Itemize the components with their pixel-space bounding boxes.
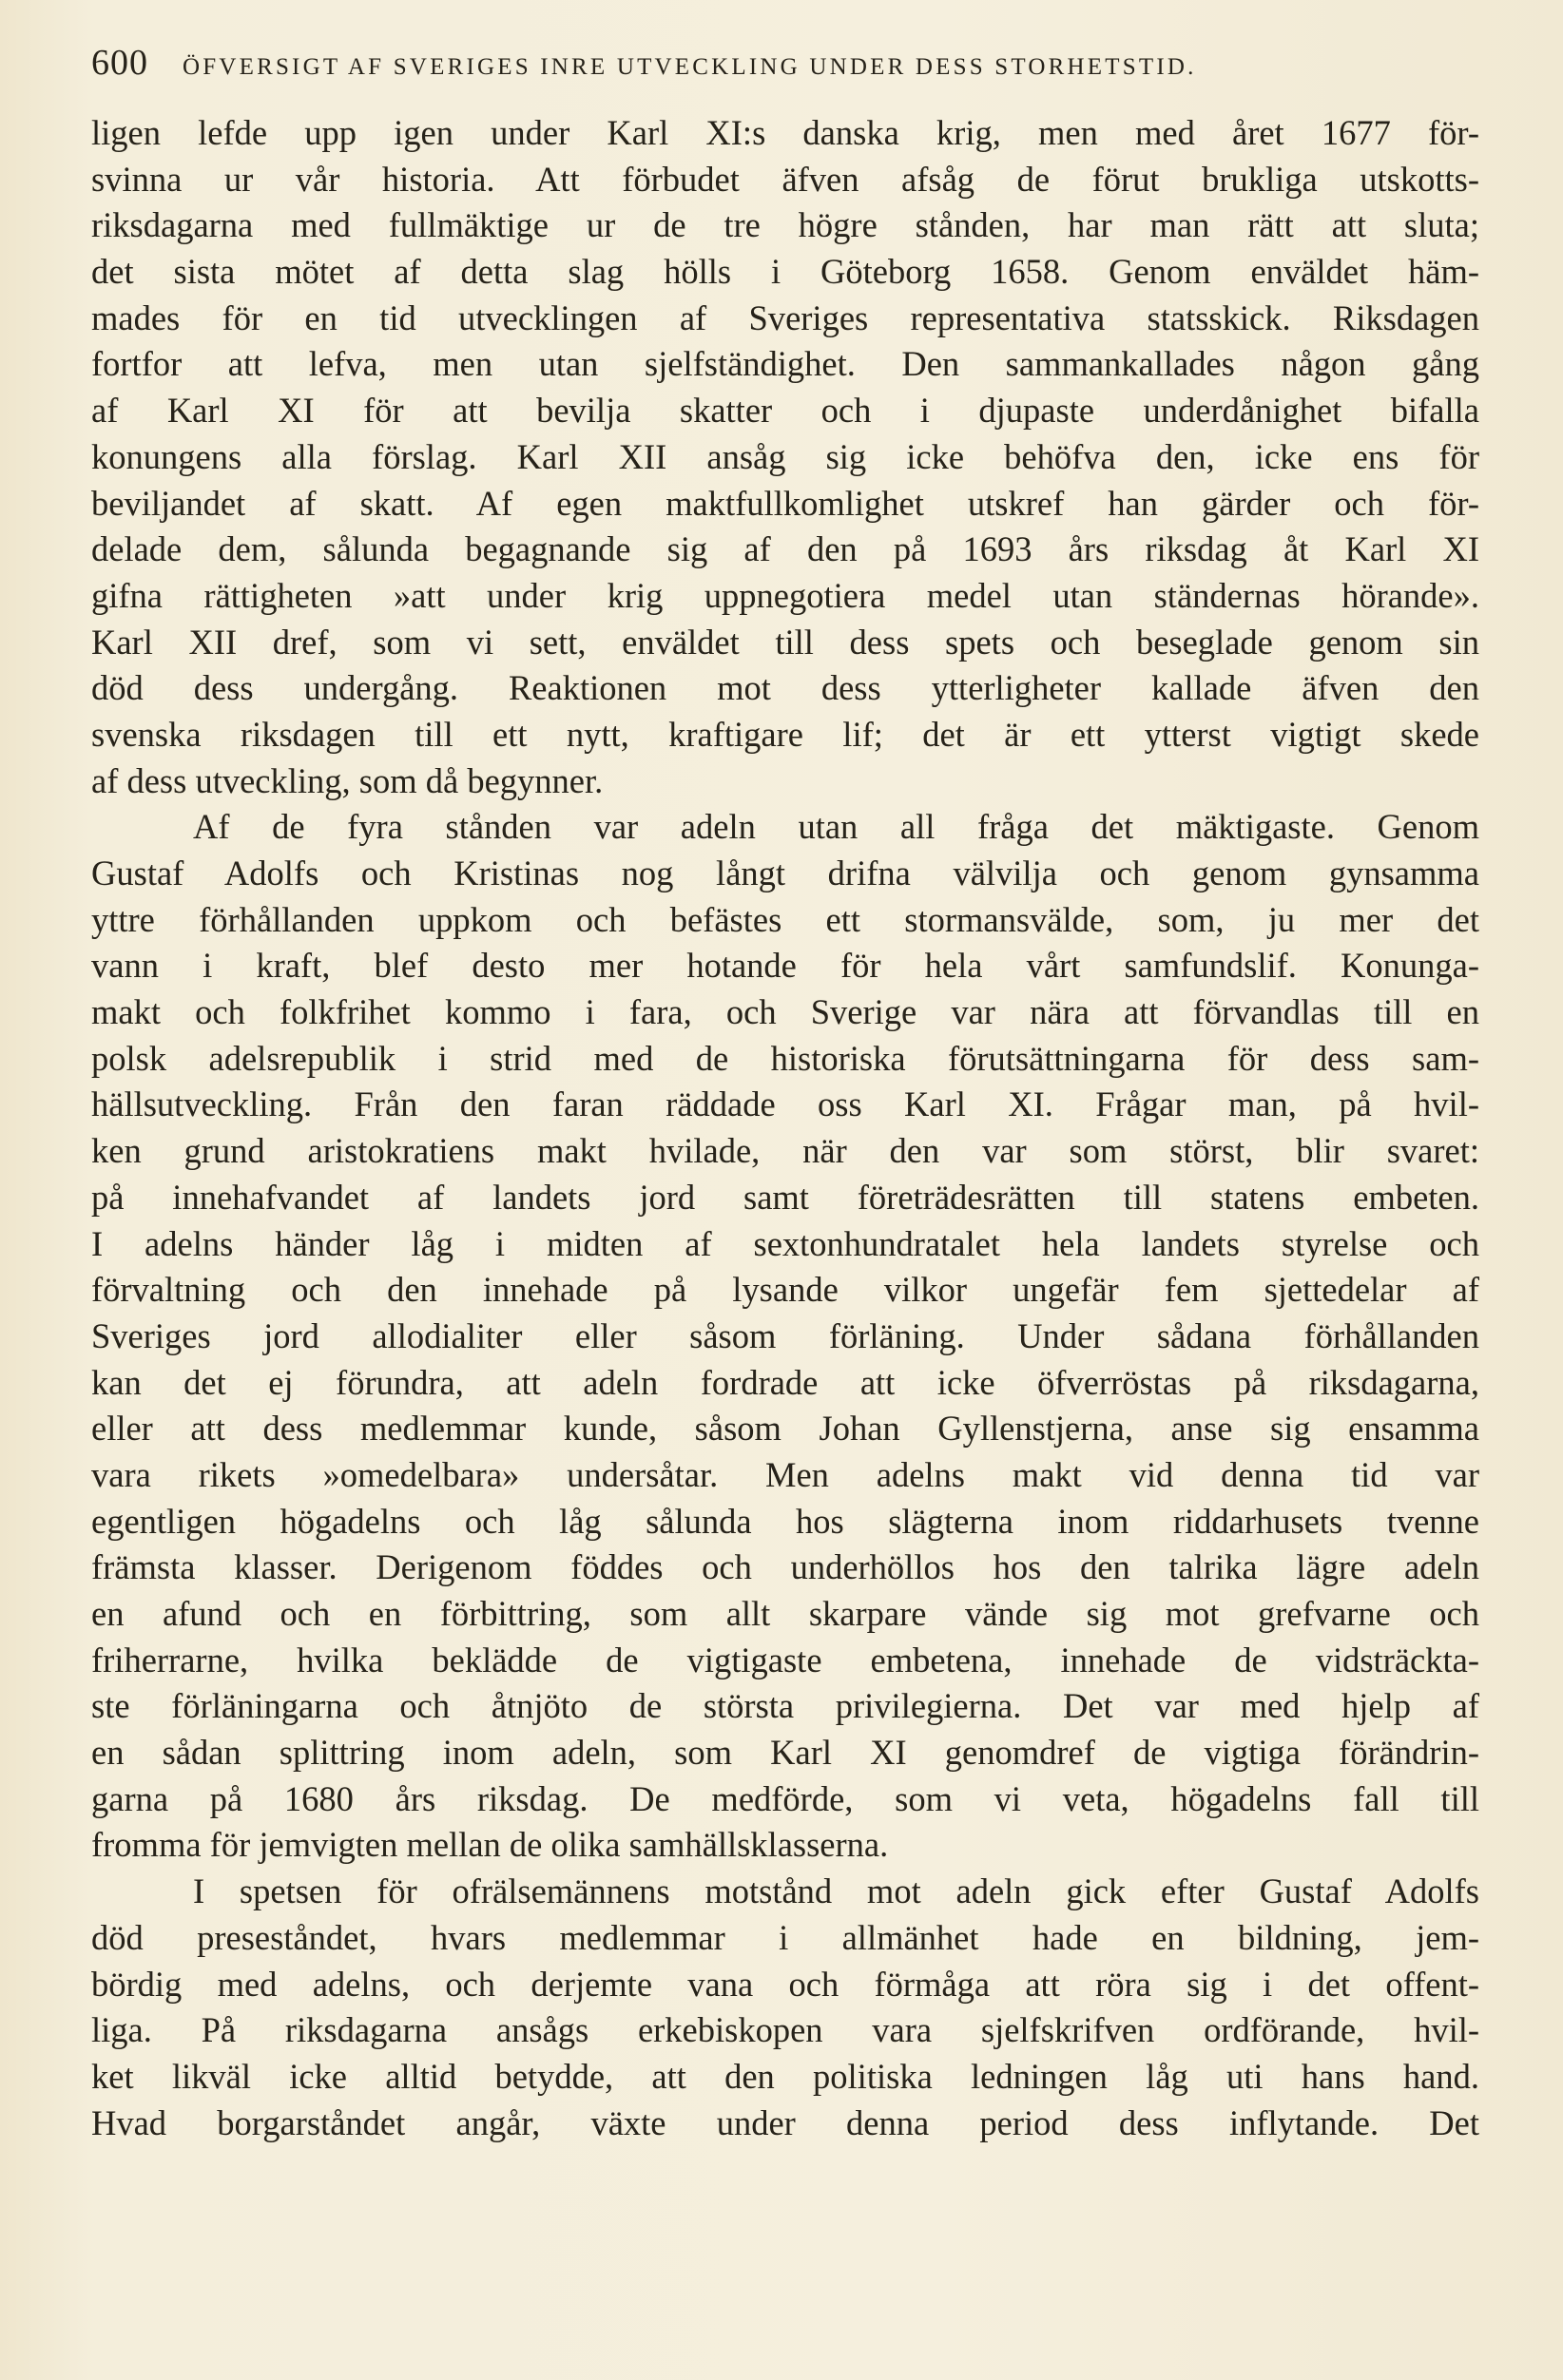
text-line: Gustaf Adolfs och Kristinas nog långt drifna välvilja och genom gynsamma (91, 854, 1479, 892)
text-line: främsta klasser. Derigenom föddes och underhöllos hos den talrika lägre adeln (91, 1547, 1479, 1587)
text-line: Sveriges jord allodialiter eller såsom förläning. Under sådana förhållanden (91, 1315, 1479, 1355)
text-line: död dess undergång. Reaktionen mot dess ytterligheter kallade äfven den (91, 668, 1479, 708)
text-line: riksdagarna med fullmäktige ur de tre högre stånden, har man rätt att sluta; (91, 205, 1479, 245)
running-title: ÖFVERSIGT AF SVERIGES INRE UTVECKLING UNDER DESS STORHETSTID. (183, 54, 1197, 80)
text-line: konungens alla förslag. Karl XII ansåg sig icke behöfva den, icke ens för (91, 436, 1479, 476)
text-line: kan det ej förundra, att adeln fordrade att icke öfverröstas på riksdagarna, (91, 1362, 1479, 1402)
text-line: förvaltning och den innehade på lysande vilkor ungefär fem sjettedelar af (91, 1270, 1479, 1310)
text-line: gifna rättigheten »att under krig uppnegotiera medel utan ständernas hörande». (91, 575, 1479, 615)
text-line: en sådan splittring inom adeln, som Karl XI genomdref de vigtiga förändrin- (91, 1733, 1479, 1773)
text-line: makt och folkfrihet kommo i fara, och Sverige var nära att förvandlas till en (91, 992, 1479, 1032)
body-text (91, 110, 1479, 2146)
text-line: I spetsen för ofrälsemännens motstånd mot adeln gick efter Gustaf Adolfs (193, 1871, 1479, 1911)
text-line: svenska riksdagen till ett nytt, kraftigare lif; det är ett ytterst vigtigt skede (91, 714, 1479, 754)
text-line: vara rikets »omedelbara» undersåtar. Men adelns makt vid denna tid var (91, 1454, 1479, 1494)
text-line: fortfor att lefva, men utan sjelfständighet. Den sammankallades någon gång (91, 344, 1479, 384)
text-line: fromma för jemvigten mellan de olika samhällsklasserna. (91, 1825, 889, 1865)
text-line: ligen lefde upp igen under Karl XI:s danska krig, men med året 1677 för- (91, 113, 1479, 152)
text-line: Hvad borgarståndet angår, växte under denna period dess inflytande. Det (91, 2102, 1479, 2142)
text-line: eller att dess medlemmar kunde, såsom Johan Gyllenstjerna, anse sig ensamma (91, 1409, 1479, 1449)
text-line: yttre förhållanden uppkom och befästes ett stormansvälde, som, ju mer det (91, 899, 1479, 939)
text-line: en afund och en förbittring, som allt skarpare vände sig mot grefvarne och (91, 1594, 1479, 1633)
text-line: hällsutveckling. Från den faran räddade oss Karl XI. Frågar man, på hvil- (91, 1084, 1479, 1124)
text-line: Karl XII dref, som vi sett, enväldet till dess spets och beseglade genom sin (91, 622, 1479, 662)
text-line: död preseståndet, hvars medlemmar i allmänhet hade en bildning, jem- (91, 1917, 1479, 1957)
text-line: svinna ur vår historia. Att förbudet äfven afsåg de förut brukliga utskotts- (91, 159, 1479, 199)
text-line: vann i kraft, blef desto mer hotande för hela vårt samfundslif. Konunga- (91, 946, 1479, 986)
text-line: mades för en tid utvecklingen af Sveriges representativa statsskick. Riksdagen (91, 298, 1479, 337)
text-line: I adelns händer låg i midten af sextonhundratalet hela landets styrelse och (91, 1223, 1479, 1263)
text-line: delade dem, sålunda begagnande sig af den på 1693 års riksdag åt Karl XI (91, 529, 1479, 569)
text-line: egentligen högadelns och låg sålunda hos slägterna inom riddarhusets tvenne (91, 1501, 1479, 1541)
text-line: ket likväl icke alltid betydde, att den politiska ledningen låg uti hans hand. (91, 2056, 1479, 2096)
text-line: garna på 1680 års riksdag. De medförde, som vi veta, högadelns fall till (91, 1778, 1479, 1818)
text-line: på innehafvandet af landets jord samt företrädesrätten till statens embeten. (91, 1177, 1479, 1217)
text-line: Af de fyra stånden var adeln utan all fråga det mäktigaste. Genom (193, 807, 1479, 847)
text-line: polsk adelsrepublik i strid med de historiska förutsättningarna för dess sam- (91, 1038, 1479, 1078)
text-line: det sista mötet af detta slag hölls i Göteborg 1658. Genom enväldet häm- (91, 252, 1479, 292)
text-line: bördig med adelns, och derjemte vana och förmåga att röra sig i det offent- (91, 1964, 1479, 2004)
page-header (91, 42, 1479, 87)
text-line: ken grund aristokratiens makt hvilade, när den var som störst, blir svaret: (91, 1131, 1479, 1171)
text-line: af Karl XI för att bevilja skatter och i djupaste underdånighet bifalla (91, 391, 1479, 431)
text-line: af dess utveckling, som då begynner. (91, 760, 604, 800)
text-line: friherrarne, hvilka beklädde de vigtigaste embetena, innehade de vidsträckta- (91, 1640, 1479, 1679)
text-line: liga. På riksdagarna ansågs erkebiskopen vara sjelfskrifven ordförande, hvil- (91, 2010, 1479, 2050)
text-line: ste förläningarna och åtnjöto de största privilegierna. Det var med hjelp af (91, 1686, 1479, 1726)
text-line: beviljandet af skatt. Af egen maktfullkomlighet utskref han gärder och för- (91, 483, 1479, 523)
page-number: 600 (91, 43, 148, 83)
